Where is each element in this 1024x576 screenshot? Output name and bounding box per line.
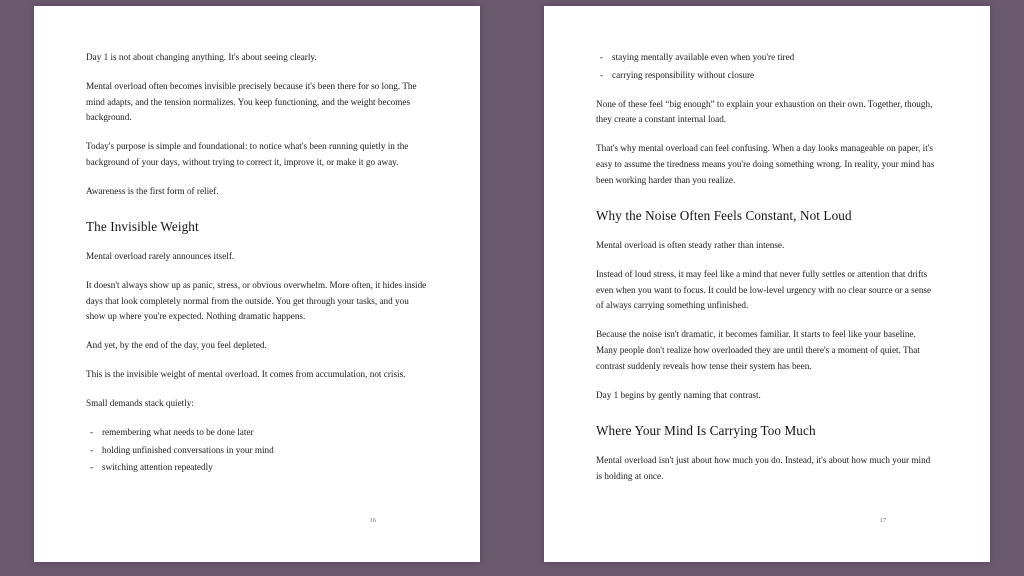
page-left <box>34 6 480 562</box>
section-heading: Why the Noise Often Feels Constant, Not Loud <box>596 207 852 223</box>
page-number: 17 <box>879 517 886 524</box>
paragraph: None of these feel “big enough” to explain your exhaustion on their own. Together, though, they create a constant internal load. <box>596 98 933 125</box>
paragraph: That's why mental overload can feel confusing. When a day looks manageable on paper, it's easy to assume the tiredness means you're doing something wrong. In reality, your mind has been working harder than you realize. <box>596 143 935 185</box>
paragraph: Mental overload isn't just about how much you do. Instead, it's about how much your mind is holding at once. <box>596 454 931 481</box>
bullet-list <box>596 50 938 84</box>
section-heading: Where Your Mind Is Carrying Too Much <box>596 422 816 438</box>
list-item: - switching attention repeatedly <box>102 460 428 476</box>
paragraph: Small demands stack quietly: <box>86 397 194 408</box>
section-heading: The Invisible Weight <box>86 218 199 234</box>
paragraph: Mental overload is often steady rather than intense. <box>596 239 785 250</box>
paragraph: Today's purpose is simple and foundational: to notice what's been running quietly in the background of your days, without trying to correct it, improve it, or make it go away. <box>86 141 409 168</box>
list-item: - carrying responsibility without closure <box>612 68 938 84</box>
paragraph: This is the invisible weight of mental overload. It comes from accumulation, not crisis. <box>86 369 406 380</box>
bullet-list <box>86 425 428 476</box>
paragraph: And yet, by the end of the day, you feel depleted. <box>86 340 267 351</box>
paragraph: It doesn't always show up as panic, stress, or obvious overwhelm. More often, it hides inside days that look completely normal from the outside. You get through your tasks, and you show up where you're expected. Nothing dramatic happens. <box>86 279 427 322</box>
paragraph: Awareness is the first form of relief. <box>86 185 219 196</box>
paragraph: Day 1 begins by gently naming that contrast. <box>596 389 761 400</box>
list-item: - remembering what needs to be done later <box>102 425 428 441</box>
paragraph: Mental overload often becomes invisible precisely because it's been there for so long. The mind adapts, and the tension normalizes. You keep functioning, and the weight becomes background. <box>86 80 417 123</box>
paragraph: Day 1 is not about changing anything. It's about seeing clearly. <box>86 52 317 62</box>
list-item: - holding unfinished conversations in your mind <box>102 443 428 459</box>
paragraph: Because the noise isn't dramatic, it becomes familiar. It starts to feel like your baseline. Many people don't realize how overloaded they are until there's a moment of quiet. That contrast suddenly reveals how tense their system has been. <box>596 329 920 371</box>
list-item: - staying mentally available even when you're tired <box>612 50 938 66</box>
page-left-content <box>86 50 428 534</box>
page-number: 16 <box>369 517 376 524</box>
paragraph: Mental overload rarely announces itself. <box>86 250 235 261</box>
page-right-content <box>596 50 938 534</box>
paragraph: Instead of loud stress, it may feel like a mind that never fully settles or attention that drifts even when you want to focus. It could be low-level urgency with no clear source or a sense of always carrying something unfinished. <box>596 268 932 311</box>
page-right <box>544 6 990 562</box>
